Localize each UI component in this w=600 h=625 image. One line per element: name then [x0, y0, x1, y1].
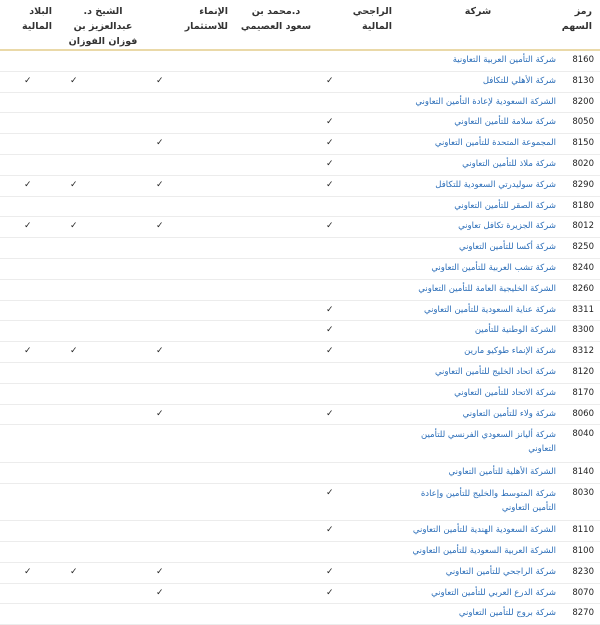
- rajhi-check: [320, 604, 400, 625]
- bilad-check: ✓: [24, 75, 32, 86]
- rajhi-check: ✓: [326, 587, 334, 598]
- rajhi-check: [320, 362, 400, 383]
- stock-code: 8260: [572, 283, 594, 294]
- osaimi-check: [236, 238, 320, 259]
- inmaa-check: [150, 541, 236, 562]
- company-link[interactable]: شركة الجزيرة تكافل تعاوني: [458, 221, 556, 232]
- table-row: [0, 462, 600, 483]
- osaimi-check: [236, 425, 320, 463]
- fawzan-check: [60, 50, 150, 71]
- table-row: [0, 258, 600, 279]
- bilad-check: [0, 50, 60, 71]
- inmaa-check: ✓: [156, 221, 164, 232]
- bilad-check: [0, 321, 60, 342]
- stock-code: 8311: [572, 304, 594, 315]
- fawzan-check: [60, 321, 150, 342]
- header-company: شركة: [464, 6, 492, 17]
- rajhi-check: ✓: [326, 179, 334, 190]
- rajhi-check: [320, 238, 400, 259]
- inmaa-check: [150, 462, 236, 483]
- company-link[interactable]: شركة سلامة للتأمين التعاوني: [454, 117, 556, 128]
- bilad-check: [0, 404, 60, 425]
- osaimi-check: [236, 462, 320, 483]
- table-row: [0, 383, 600, 404]
- table-row: [0, 483, 600, 521]
- inmaa-check: [150, 383, 236, 404]
- inmaa-check: ✓: [156, 179, 164, 190]
- table-row: [0, 113, 600, 134]
- company-link[interactable]: الشركة الأهلية للتأمين التعاوني: [448, 466, 556, 477]
- bilad-check: [0, 238, 60, 259]
- company-link[interactable]: شركة أكسا للتأمين التعاوني: [458, 242, 556, 253]
- company-link[interactable]: الشركة الوطنية للتأمين: [474, 325, 556, 336]
- bilad-check: ✓: [24, 346, 32, 357]
- inmaa-check: [150, 425, 236, 463]
- company-link[interactable]: الشركة السعودية الهندية للتأمين التعاوني: [412, 525, 556, 536]
- stock-code: 8012: [572, 221, 594, 232]
- bilad-check: [0, 362, 60, 383]
- header-rajhi-capital: الراجحي المالية: [352, 6, 392, 32]
- bilad-check: ✓: [24, 566, 32, 577]
- osaimi-check: [236, 521, 320, 542]
- table-row: [0, 196, 600, 217]
- bilad-check: [0, 462, 60, 483]
- fawzan-check: ✓: [70, 221, 78, 232]
- rajhi-check: ✓: [326, 138, 334, 149]
- header-inmaa-investment: الإنماء للاستثمار: [184, 6, 228, 32]
- inmaa-check: [150, 50, 236, 71]
- bilad-check: [0, 583, 60, 604]
- company-link[interactable]: الشركة العربية السعودية للتأمين التعاوني: [412, 545, 556, 556]
- company-link[interactable]: شركة ملاذ للتأمين التعاوني: [462, 158, 556, 169]
- bilad-check: [0, 521, 60, 542]
- stock-code: 8290: [572, 179, 594, 190]
- osaimi-check: [236, 321, 320, 342]
- company-link[interactable]: شركة بروج للتأمين التعاوني: [458, 608, 556, 619]
- company-link[interactable]: الشركة السعودية لإعادة التأمين التعاوني: [415, 96, 556, 107]
- table-row: [0, 71, 600, 92]
- fawzan-check: [60, 196, 150, 217]
- stock-code: 8180: [572, 200, 594, 211]
- stock-code: 8020: [572, 158, 594, 169]
- fawzan-check: [60, 404, 150, 425]
- inmaa-check: [150, 238, 236, 259]
- fawzan-check: [60, 362, 150, 383]
- bilad-check: [0, 113, 60, 134]
- stock-code: 8270: [572, 608, 594, 619]
- table-row: [0, 50, 600, 71]
- osaimi-check: [236, 300, 320, 321]
- table-row: [0, 217, 600, 238]
- fawzan-check: [60, 604, 150, 625]
- osaimi-check: [236, 362, 320, 383]
- header-dr-osaimi: د.محمد بن سعود العصيمي: [240, 6, 312, 32]
- fawzan-check: [60, 134, 150, 155]
- table-row: [0, 238, 600, 259]
- fawzan-check: [60, 383, 150, 404]
- company-link[interactable]: شركة اتحاد الخليج للتأمين التعاوني: [434, 366, 556, 377]
- stock-code: 8040: [572, 429, 594, 440]
- bilad-check: [0, 300, 60, 321]
- bilad-check: ✓: [24, 179, 32, 190]
- bilad-check: [0, 92, 60, 113]
- osaimi-check: [236, 583, 320, 604]
- fawzan-check: [60, 238, 150, 259]
- bilad-check: [0, 425, 60, 463]
- table-body: [0, 50, 600, 625]
- stock-code: 8150: [572, 138, 594, 149]
- bilad-check: [0, 134, 60, 155]
- osaimi-check: [236, 342, 320, 363]
- rajhi-check: ✓: [326, 304, 334, 315]
- table-header-row: [0, 0, 600, 50]
- rajhi-check: ✓: [326, 117, 334, 128]
- fawzan-check: [60, 113, 150, 134]
- osaimi-check: [236, 483, 320, 521]
- company-link[interactable]: المجموعة المتحدة للتأمين التعاوني: [434, 138, 556, 149]
- inmaa-check: [150, 483, 236, 521]
- fawzan-check: [60, 258, 150, 279]
- company-link[interactable]: شركة تشب العربية للتأمين التعاوني: [431, 262, 556, 273]
- stock-code: 8100: [572, 545, 594, 556]
- company-link[interactable]: شركة عناية السعودية للتأمين التعاوني: [423, 304, 556, 315]
- fawzan-check: ✓: [70, 75, 78, 86]
- rajhi-check: [320, 541, 400, 562]
- company-link[interactable]: شركة ولاء للتأمين التعاوني: [462, 408, 556, 419]
- inmaa-check: [150, 113, 236, 134]
- company-link[interactable]: شركة الأهلي للتكافل: [482, 75, 556, 86]
- osaimi-check: [236, 404, 320, 425]
- osaimi-check: [236, 217, 320, 238]
- stock-code: 8300: [572, 325, 594, 336]
- fawzan-check: [60, 92, 150, 113]
- company-link[interactable]: شركة المتوسط والخليج للتأمين وإعادة التأمين التعاوني: [420, 488, 556, 513]
- rajhi-check: ✓: [326, 75, 334, 86]
- bilad-check: [0, 196, 60, 217]
- table-row: [0, 541, 600, 562]
- bilad-check: [0, 483, 60, 521]
- table-row: [0, 279, 600, 300]
- company-link[interactable]: شركة الاتحاد للتأمين التعاوني: [454, 387, 556, 398]
- inmaa-check: [150, 279, 236, 300]
- osaimi-check: [236, 50, 320, 71]
- inmaa-check: ✓: [156, 566, 164, 577]
- osaimi-check: [236, 279, 320, 300]
- fawzan-check: ✓: [70, 346, 78, 357]
- company-link[interactable]: شركة الإنماء طوكيو مارين: [464, 346, 556, 357]
- fawzan-check: [60, 521, 150, 542]
- stock-code: 8070: [572, 587, 594, 598]
- table-row: [0, 362, 600, 383]
- stock-code: 8230: [572, 566, 594, 577]
- inmaa-check: [150, 604, 236, 625]
- inmaa-check: ✓: [156, 587, 164, 598]
- inmaa-check: [150, 321, 236, 342]
- table-row: [0, 321, 600, 342]
- stock-code: 8130: [572, 75, 594, 86]
- inmaa-check: ✓: [156, 75, 164, 86]
- table-row: [0, 404, 600, 425]
- company-link[interactable]: شركة الصقر للتأمين التعاوني: [454, 200, 556, 211]
- table-row: [0, 154, 600, 175]
- fawzan-check: [60, 483, 150, 521]
- inmaa-check: [150, 300, 236, 321]
- company-link[interactable]: شركة التأمين العربية التعاونية: [452, 55, 556, 65]
- bilad-check: [0, 154, 60, 175]
- table-row: [0, 92, 600, 113]
- osaimi-check: [236, 175, 320, 196]
- stock-code: 8050: [572, 117, 594, 128]
- header-bilad-capital: البلاد المالية: [22, 6, 52, 32]
- osaimi-check: [236, 113, 320, 134]
- fawzan-check: [60, 583, 150, 604]
- inmaa-check: [150, 362, 236, 383]
- fawzan-check: ✓: [70, 566, 78, 577]
- inmaa-check: ✓: [156, 408, 164, 419]
- rajhi-check: [320, 196, 400, 217]
- company-link[interactable]: الشركة الخليجية العامة للتأمين التعاوني: [418, 283, 556, 294]
- company-link[interactable]: شركة سوليدرتي السعودية للتكافل: [435, 179, 556, 190]
- table-row: [0, 425, 600, 463]
- inmaa-check: [150, 92, 236, 113]
- osaimi-check: [236, 71, 320, 92]
- rajhi-check: [320, 383, 400, 404]
- table-row: [0, 175, 600, 196]
- rajhi-check: [320, 279, 400, 300]
- rajhi-check: [320, 50, 400, 71]
- bilad-check: [0, 279, 60, 300]
- fawzan-check: [60, 300, 150, 321]
- stock-code: 8060: [572, 408, 594, 419]
- inmaa-check: [150, 258, 236, 279]
- rajhi-check: ✓: [326, 346, 334, 357]
- stock-code: 8240: [572, 262, 594, 273]
- rajhi-check: ✓: [326, 525, 334, 536]
- inmaa-check: ✓: [156, 138, 164, 149]
- stock-code: 8120: [572, 366, 594, 377]
- stock-code: 8110: [572, 525, 594, 536]
- osaimi-check: [236, 258, 320, 279]
- inmaa-check: [150, 196, 236, 217]
- inmaa-check: ✓: [156, 346, 164, 357]
- stock-code: 8030: [572, 487, 594, 498]
- osaimi-check: [236, 541, 320, 562]
- header-sheikh-fawzan: الشيخ د. عبدالعزيز بن فوزان الفوزان: [68, 6, 138, 47]
- osaimi-check: [236, 196, 320, 217]
- company-link[interactable]: شركة أليانز السعودي الفرنسي للتأمين التعاوني: [421, 430, 556, 455]
- stock-code: 8250: [572, 242, 594, 253]
- rajhi-check: ✓: [326, 221, 334, 232]
- bilad-check: ✓: [24, 221, 32, 232]
- table-row: [0, 604, 600, 625]
- company-link[interactable]: شركة الراجحي للتأمين التعاوني: [445, 566, 556, 577]
- inmaa-check: [150, 521, 236, 542]
- rajhi-check: [320, 462, 400, 483]
- rajhi-check: [320, 92, 400, 113]
- rajhi-check: [320, 258, 400, 279]
- stock-code: 8312: [572, 346, 594, 357]
- stock-code: 8160: [572, 55, 594, 65]
- rajhi-check: ✓: [326, 325, 334, 336]
- osaimi-check: [236, 134, 320, 155]
- osaimi-check: [236, 154, 320, 175]
- table-row: [0, 521, 600, 542]
- rajhi-check: ✓: [326, 487, 334, 498]
- table-row: [0, 300, 600, 321]
- bilad-check: [0, 383, 60, 404]
- fawzan-check: [60, 462, 150, 483]
- osaimi-check: [236, 562, 320, 583]
- bilad-check: [0, 541, 60, 562]
- fawzan-check: [60, 541, 150, 562]
- table-row: [0, 562, 600, 583]
- rajhi-check: ✓: [326, 408, 334, 419]
- company-link[interactable]: شركة الدرع العربي للتأمين التعاوني: [431, 587, 556, 598]
- table-row: [0, 134, 600, 155]
- fawzan-check: ✓: [70, 179, 78, 190]
- osaimi-check: [236, 92, 320, 113]
- fawzan-check: [60, 425, 150, 463]
- table-row: [0, 342, 600, 363]
- header-stock-code: رمز السهم: [561, 6, 592, 32]
- bilad-check: [0, 258, 60, 279]
- table-row: [0, 583, 600, 604]
- fawzan-check: [60, 154, 150, 175]
- osaimi-check: [236, 604, 320, 625]
- inmaa-check: [150, 154, 236, 175]
- stock-code: 8200: [572, 96, 594, 107]
- osaimi-check: [236, 383, 320, 404]
- stock-code: 8170: [572, 387, 594, 398]
- bilad-check: [0, 604, 60, 625]
- stock-code: 8140: [572, 466, 594, 477]
- fawzan-check: [60, 279, 150, 300]
- rajhi-check: ✓: [326, 158, 334, 169]
- rajhi-check: [320, 425, 400, 463]
- rajhi-check: ✓: [326, 566, 334, 577]
